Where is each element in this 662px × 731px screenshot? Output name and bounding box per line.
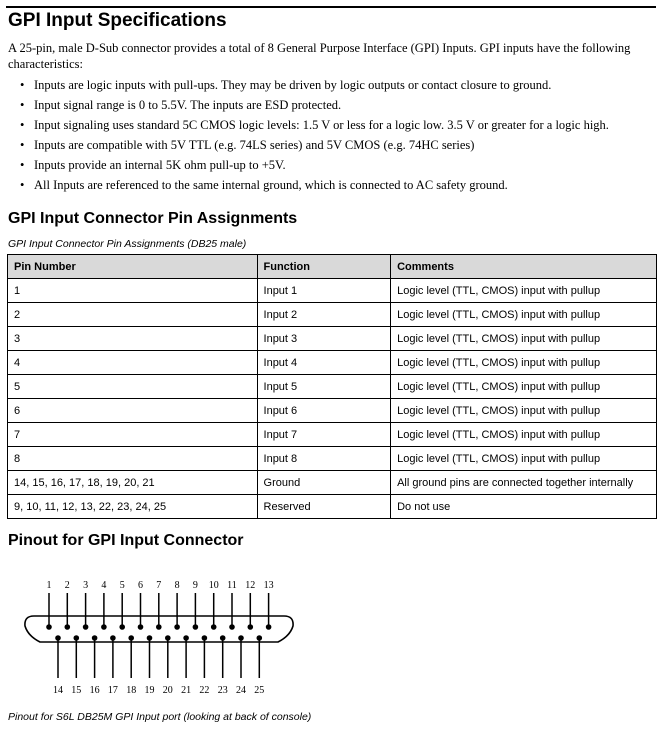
spec-item: • All Inputs are referenced to the same internal ground, which is connected to AC safety ground. [8, 175, 658, 195]
cell-function: Ground [257, 471, 391, 495]
cell-function: Reserved [257, 495, 391, 519]
section-title-pinout: Pinout for GPI Input Connector [8, 532, 244, 549]
pin-label: 14 [53, 685, 63, 696]
header-function: Function [257, 255, 391, 279]
intro-paragraph: A 25-pin, male D-Sub connector provides a total of 8 General Purpose Interface (GPI) Inputs. GPI inputs have the following characteristics: [8, 41, 631, 71]
pin-label: 3 [83, 580, 89, 591]
pin-dot [119, 624, 125, 630]
spec-item: • Inputs are compatible with 5V TTL (e.g. 74LS series) and 5V CMOS (e.g. 74HC series) [8, 135, 658, 155]
table-row [8, 471, 657, 495]
cell-function: Input 7 [257, 423, 391, 447]
pin-label: 13 [263, 580, 274, 591]
cell-function: Input 2 [257, 303, 391, 327]
spec-item: • Input signaling uses standard 5C CMOS logic levels: 1.5 V or less for a logic low. 3.5 V or greater for a logic high. [8, 115, 658, 135]
cell-pin-number: 5 [8, 375, 258, 399]
pin-dot [65, 624, 71, 630]
pin-label: 12 [245, 580, 256, 591]
pin-dot [101, 624, 107, 630]
bullet-icon: • [20, 98, 25, 112]
pin-dot [211, 624, 217, 630]
table-row [8, 303, 657, 327]
cell-function: Input 3 [257, 327, 391, 351]
bullet-icon: • [20, 158, 25, 172]
pin-label: 24 [236, 685, 246, 696]
pin-label: 21 [181, 685, 192, 696]
cell-pin-number: 7 [8, 423, 258, 447]
pin-label: 18 [126, 685, 137, 696]
top-pin-row [46, 580, 273, 630]
cell-pin-number: 4 [8, 351, 258, 375]
bottom-pin-row [53, 635, 264, 696]
pin-dot [248, 624, 254, 630]
table-row [8, 495, 657, 519]
pin-dot [229, 624, 235, 630]
table-row [8, 351, 657, 375]
cell-comments: Logic level (TTL, CMOS) input with pullup [391, 423, 657, 447]
cell-comments: Logic level (TTL, CMOS) input with pullup [391, 303, 657, 327]
bullet-icon: • [20, 118, 25, 132]
table-row [8, 279, 657, 303]
cell-pin-number: 9, 10, 11, 12, 13, 22, 23, 24, 25 [8, 495, 258, 519]
top-rule [6, 6, 656, 8]
pin-dot [174, 624, 180, 630]
cell-comments: Logic level (TTL, CMOS) input with pullup [391, 327, 657, 351]
cell-comments: Logic level (TTL, CMOS) input with pullup [391, 351, 657, 375]
pin-label: 1 [46, 580, 52, 591]
pin-label: 7 [156, 580, 162, 591]
cell-function: Input 6 [257, 399, 391, 423]
cell-pin-number: 8 [8, 447, 258, 471]
table-row [8, 399, 657, 423]
spec-item: • Input signal range is 0 to 5.5V. The inputs are ESD protected. [8, 95, 658, 115]
pin-label: 15 [71, 685, 82, 696]
figure-caption: Pinout for S6L DB25M GPI Input port (looking at back of console) [8, 711, 312, 723]
pin-label: 10 [208, 580, 219, 591]
cell-pin-number: 6 [8, 399, 258, 423]
cell-function: Input 5 [257, 375, 391, 399]
spec-list [8, 75, 658, 195]
bullet-icon: • [20, 178, 25, 192]
cell-pin-number: 14, 15, 16, 17, 18, 19, 20, 21 [8, 471, 258, 495]
cell-comments: Logic level (TTL, CMOS) input with pullup [391, 399, 657, 423]
pin-label: 17 [107, 685, 118, 696]
table-row [8, 375, 657, 399]
cell-comments: Logic level (TTL, CMOS) input with pullup [391, 375, 657, 399]
table-caption: GPI Input Connector Pin Assignments (DB25 male) [8, 238, 247, 250]
pin-label: 22 [199, 685, 210, 696]
pin-dot [156, 624, 162, 630]
cell-function: Input 8 [257, 447, 391, 471]
pin-dot [83, 624, 89, 630]
table-header-row [8, 255, 657, 279]
pin-label: 20 [162, 685, 173, 696]
section-title-specifications: GPI Input Specifications [8, 10, 227, 31]
pin-label: 19 [144, 685, 155, 696]
cell-pin-number: 3 [8, 327, 258, 351]
cell-function: Input 4 [257, 351, 391, 375]
db25-pinout-diagram [0, 560, 662, 710]
pin-label: 9 [192, 580, 198, 591]
section-title-pin-assignments: GPI Input Connector Pin Assignments [8, 210, 298, 227]
pin-dot [266, 624, 272, 630]
cell-comments: Logic level (TTL, CMOS) input with pullup [391, 447, 657, 471]
header-comments: Comments [391, 255, 657, 279]
cell-comments: Logic level (TTL, CMOS) input with pullup [391, 279, 657, 303]
pin-label: 5 [119, 580, 125, 591]
pin-label: 4 [101, 580, 107, 591]
pin-label: 23 [217, 685, 228, 696]
table-row [8, 327, 657, 351]
pin-label: 25 [254, 685, 265, 696]
header-pin-number: Pin Number [8, 255, 258, 279]
cell-pin-number: 2 [8, 303, 258, 327]
table-row [8, 447, 657, 471]
pin-label: 8 [174, 580, 180, 591]
pin-dot [193, 624, 199, 630]
spec-item: • Inputs are logic inputs with pull-ups. They may be driven by logic outputs or contact closure to ground. [8, 75, 658, 95]
pin-label: 6 [138, 580, 143, 591]
cell-function: Input 1 [257, 279, 391, 303]
cell-comments: All ground pins are connected together internally [391, 471, 657, 495]
cell-comments: Do not use [391, 495, 657, 519]
pin-label: 16 [89, 685, 100, 696]
pin-label: 11 [227, 580, 237, 591]
pin-assignment-table [7, 254, 657, 519]
pin-dot [138, 624, 144, 630]
bullet-icon: • [20, 138, 25, 152]
spec-item: • Inputs provide an internal 5K ohm pull-up to +5V. [8, 155, 658, 175]
bullet-icon: • [20, 78, 25, 92]
pin-label: 2 [64, 580, 70, 591]
table-row [8, 423, 657, 447]
cell-pin-number: 1 [8, 279, 258, 303]
pin-dot [46, 624, 52, 630]
